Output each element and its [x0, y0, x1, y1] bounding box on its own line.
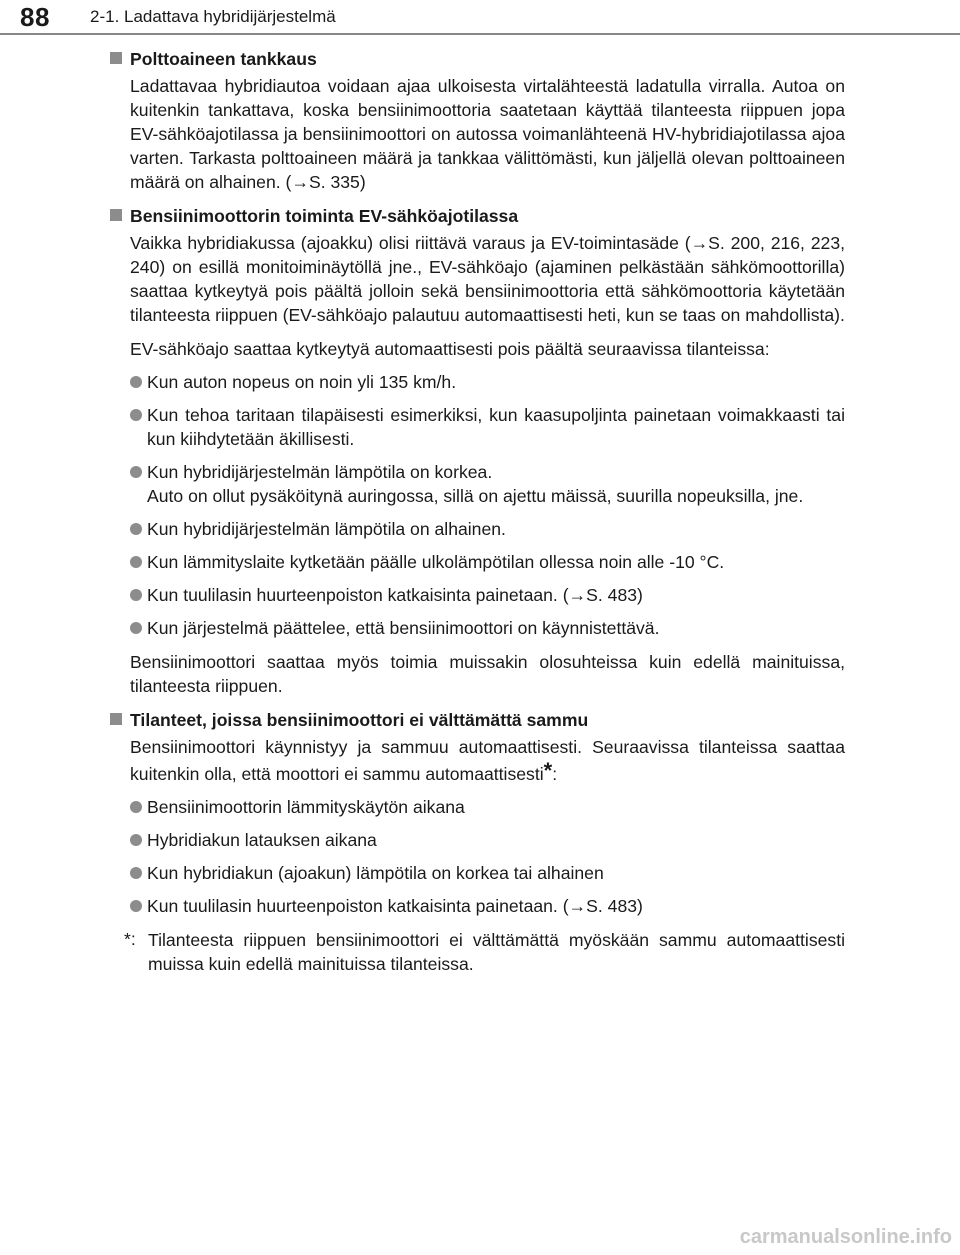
- round-bullet-icon: [130, 409, 142, 421]
- list-item-text: Kun tehoa taritaan tilapäisesti esimerkiksi, kun kaasupoljinta painetaan voimakkaasti tai kun kiihdytetään äkillisesti.: [147, 405, 845, 449]
- paragraph: EV-sähköajo saattaa kytkeytyä automaattisesti pois päältä seuraavissa tilanteissa:: [130, 339, 770, 359]
- list-item: [110, 861, 845, 885]
- section-heading-text: Tilanteet, joissa bensiinimoottori ei välttämättä sammu: [130, 710, 589, 730]
- page-number: 88: [20, 2, 50, 32]
- paragraph: Vaikka hybridiakussa (ajoakku) olisi riittävä varaus ja EV-toimintasäde (→S. 200, 216, 223, 240) on esillä monitoiminäytöllä jne., EV-sähköajo (ajaminen pelkästään sähkömoottorilla) saattaa kytkeytyä pois päältä jolloin sekä bensiinimoottoria että sähkömoottoria käytetään tilanteesta riippuen (EV-sähköajo palautuu automaattisesti heti, kun se taas on mahdollista).: [130, 233, 845, 325]
- square-bullet-icon: [110, 52, 122, 64]
- section-heading-text: Bensiinimoottorin toiminta EV-sähköajotilassa: [130, 206, 519, 226]
- square-bullet-icon: [110, 209, 122, 221]
- list-item-text: Kun tuulilasin huurteenpoiston katkaisinta painetaan. (→S. 483): [147, 896, 643, 916]
- round-bullet-icon: [130, 622, 142, 634]
- list-item: [110, 616, 845, 640]
- round-bullet-icon: [130, 867, 142, 879]
- list-item-text: Kun lämmityslaite kytketään päälle ulkolämpötilan ollessa noin alle -10 °C.: [147, 552, 725, 572]
- list-item: [110, 517, 845, 541]
- list-item: [110, 795, 845, 819]
- section-heading: [110, 708, 845, 732]
- page-content: [110, 47, 845, 976]
- paragraph: Ladattavaa hybridiautoa voidaan ajaa ulkoisesta virtalähteestä ladatulla virralla. Autoa on kuitenkin tankattava, koska bensiinimoottoria saatetaan käyttää tilanteesta riippuen jopa EV-sähköajotilassa ja bensiinimoottori on autossa voimanlähteenä HV-hybridiajotilassa ajoa varten. Tarkasta polttoaineen määrä ja tankkaa välittömästi, kun jäljellä olevan polttoaineen määrä on alhainen. (→S. 335): [130, 76, 845, 192]
- paragraph: Bensiinimoottori saattaa myös toimia muissakin olosuhteissa kuin edellä mainituissa, tilanteesta riippuen.: [130, 652, 845, 696]
- section-title: 2-1. Ladattava hybridijärjestelmä: [90, 7, 336, 26]
- page-header: [0, 0, 960, 46]
- list-item-text: Hybridiakun latauksen aikana: [147, 830, 377, 850]
- list-item-text: Kun hybridijärjestelmän lämpötila on korkea.: [147, 462, 493, 482]
- paragraph: [110, 735, 845, 786]
- list-item: [110, 370, 845, 394]
- round-bullet-icon: [130, 834, 142, 846]
- round-bullet-icon: [130, 466, 142, 478]
- list-item-text: Kun järjestelmä päättelee, että bensiinimoottori on käynnistettävä.: [147, 618, 660, 638]
- list-item: [110, 460, 845, 508]
- list-item-subtext: Auto on ollut pysäköitynä auringossa, sillä on ajettu mäissä, suurilla nopeuksilla, jne.: [147, 486, 804, 506]
- list-item: [110, 583, 845, 607]
- round-bullet-icon: [130, 589, 142, 601]
- list-item-text: Kun hybridijärjestelmän lämpötila on alhainen.: [147, 519, 506, 539]
- section-heading-text: Polttoaineen tankkaus: [130, 49, 317, 69]
- paragraph-text: Bensiinimoottori käynnistyy ja sammuu automaattisesti. Seuraavissa tilanteissa saattaa kuitenkin olla, että moottori ei sammu automaattisesti: [130, 737, 845, 784]
- list-item-text: Kun hybridiakun (ajoakun) lämpötila on korkea tai alhainen: [147, 863, 604, 883]
- header-rule: [0, 33, 960, 35]
- section-heading: [110, 47, 845, 71]
- round-bullet-icon: [130, 556, 142, 568]
- footnote: [110, 928, 845, 976]
- list-item-text: Bensiinimoottorin lämmityskäytön aikana: [147, 797, 465, 817]
- list-item: [110, 403, 845, 451]
- list-item-text: Kun auton nopeus on noin yli 135 km/h.: [147, 372, 457, 392]
- list-item-text: Kun tuulilasin huurteenpoiston katkaisinta painetaan. (→S. 483): [147, 585, 643, 605]
- section-heading: [110, 204, 845, 228]
- paragraph-end: :: [552, 764, 558, 784]
- round-bullet-icon: [130, 523, 142, 535]
- round-bullet-icon: [130, 376, 142, 388]
- round-bullet-icon: [130, 900, 142, 912]
- round-bullet-icon: [130, 801, 142, 813]
- list-item: [110, 828, 845, 852]
- footnote-text: Tilanteesta riippuen bensiinimoottori ei välttämättä myöskään sammu automaattisesti muissa kuin edellä mainituissa tilanteissa.: [148, 930, 845, 974]
- list-item: [110, 894, 845, 918]
- watermark: carmanualsonline.info: [739, 1226, 952, 1248]
- asterisk-mark: *: [543, 758, 553, 783]
- list-item: [110, 550, 845, 574]
- footnote-mark: *:: [124, 929, 136, 949]
- square-bullet-icon: [110, 713, 122, 725]
